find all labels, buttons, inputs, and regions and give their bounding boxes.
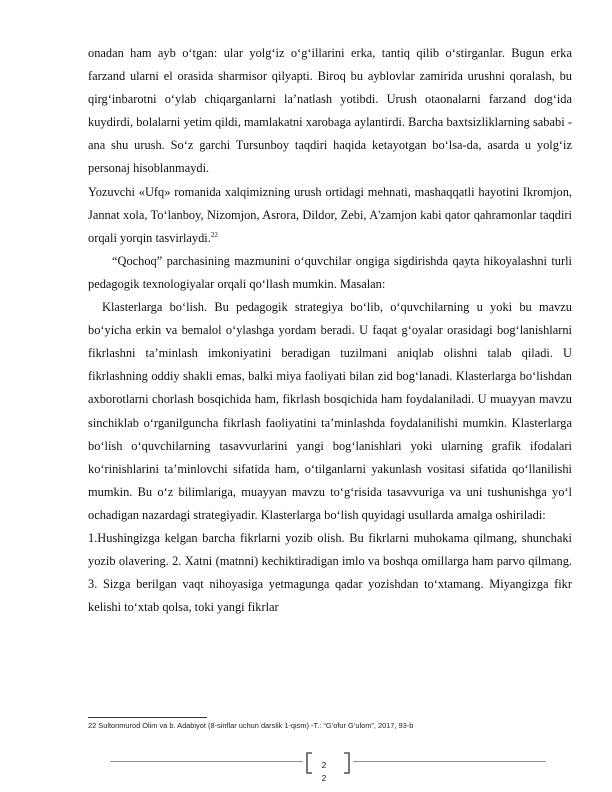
body-text bbox=[88, 42, 572, 619]
paragraph-2-text: Yozuvchi «Ufq» romanida xalqimizning urush ortidagi mehnati, mashaqqatli hayotini Ikromjon, Jannat xola, To‘lanboy, Nizomjon, Asrora, Dildor, Zebi, A'zamjon kabi qator qahramonlar taqdiri orqali yorqin tasvirlaydi. bbox=[88, 184, 572, 245]
footnote-text: 22 Sultonmurod Olim va b. Adabiyot (8-sinflar uchun darslik 1-qism) -T.: “G‘ofur G‘ulom”, 2017, 93-b bbox=[88, 721, 414, 730]
paragraph-1: onadan ham ayb o‘tgan: ular yolg‘iz o‘g‘illarini erka, tantiq qilib o‘stirganlar. Bugun erka farzand ularni el orasida sharmisor qilyapti. Biroq bu ayblovlar zamirida urushni qoralash, bu qirg‘inbarotni o‘ylab chiqarganlarni la’natlash yotibdi. Urush otaonalarni farzand dog‘ida kuydirdi, bolalarni yetim qildi, mamlakatni xarobaga aylantirdi. Barcha baxtsizliklarning sababi - ana shu urush. So‘z garchi Tursunboy taqdiri haqida ketayotgan bo‘lsa-da, asarda u yolg‘iz personaj hisoblanmaydi. bbox=[88, 46, 572, 176]
footer-rule-left bbox=[110, 761, 303, 762]
footer-rule-right bbox=[353, 761, 546, 762]
footnote-separator bbox=[88, 717, 207, 718]
paragraph-5: 1.Hushingizga kelgan barcha fikrlarni yozib olish. Bu fikrlarni muhokama qilmang, shunchaki yozib olavering. 2. Xatni (matnni) kechiktiradigan imlo va boshqa omillarga ham parvo qilmang. 3. Sizga berilgan vaqt nihoyasiga yetmagunga qadar yozishdan to‘xtamang. Miyangizga fikr kelishi to‘xtab qolsa, toki yangi fikrlar bbox=[88, 530, 572, 615]
left-bracket-icon bbox=[305, 752, 313, 774]
paragraph-4: Klasterlarga bo‘lish. Bu pedagogik strategiya bo‘lib, o‘quvchilarning u yoki bu mavzu bo‘yicha erkin va bemalol o‘ylashga yordam beradi. U faqat g‘oyalar orasidagi bog‘lanishlarni fikrlashni ta’minlash imkoniyatini beradigan tuzilmani aniqlab olishni talab qiladi. U fikrlashning oddiy shakli emas, balki miya faoliyati bilan zid bog‘lanadi. Klasterlarga bo‘lishdan axborotlarni chorlash bosqichida ham, fikrlash bosqichida ham foydalaniladi. U muayyan mavzu sinchiklab o‘rganilguncha fikrlash faoliyatini ta’minlashda foydalanilishi mumkin. Klasterlarga bo‘lish o‘quvchilarning tasavvurlarini yangi bog‘lanishlari yoki ularning grafik ifodalari ko‘rinishlarini ta’minlovchi sifatida ham, o‘tilganlarni yakunlash vositasi sifatida qo‘llanilishi mumkin. Bu o‘z bilimlariga, muayyan mavzu to‘g‘risida tasavvuriga va uni tushunishga yo‘l ochadigan nazardagi strategiyadir. Klasterlarga bo‘lish quyidagi usullarda amalga oshiriladi: bbox=[88, 300, 572, 522]
footnote-reference[interactable]: 22 bbox=[210, 230, 218, 239]
page-number-line-2: 2 bbox=[321, 773, 327, 783]
paragraph-2 bbox=[88, 181, 572, 250]
page-number-line-1: 2 bbox=[321, 760, 327, 770]
paragraph-3: “Qochoq” parchasining mazmunini o‘quvchilar ongiga sigdirishda qayta hikoyalashni turli pedagogik texnologiyalar orqali qo‘llash mumkin. Masalan: bbox=[88, 253, 572, 291]
right-bracket-icon bbox=[343, 752, 351, 774]
